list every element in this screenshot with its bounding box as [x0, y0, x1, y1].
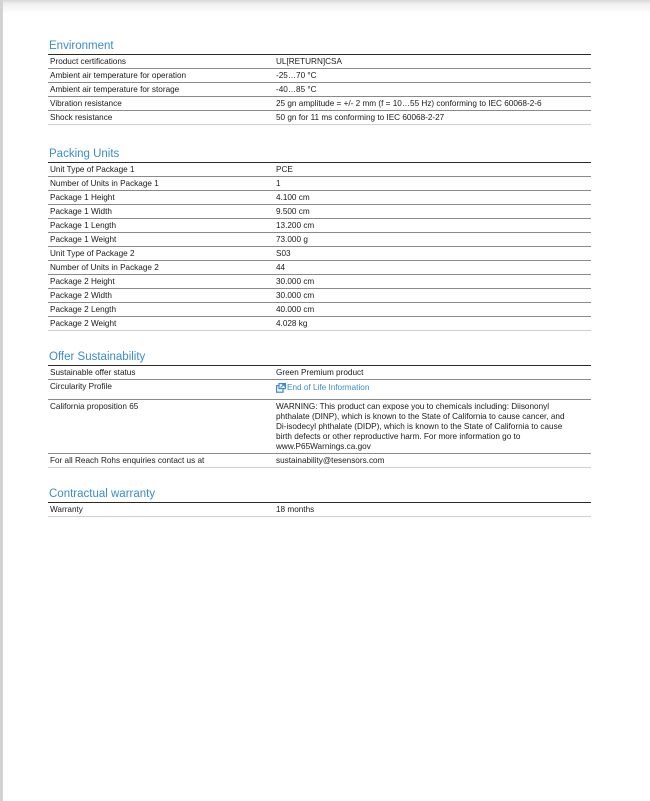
table-row [48, 97, 591, 111]
row-label: Package 2 Height [48, 275, 270, 289]
row-value: 18 months [270, 503, 591, 517]
spec-table [48, 162, 591, 331]
row-label: Unit Type of Package 1 [48, 163, 270, 177]
section-packing-units [48, 148, 591, 331]
table-row [48, 69, 591, 83]
table-row [48, 317, 591, 331]
row-label: Package 1 Length [48, 219, 270, 233]
table-row [48, 205, 591, 219]
row-value: 30.000 cm [270, 275, 591, 289]
row-label: Package 1 Height [48, 191, 270, 205]
table-row [48, 233, 591, 247]
table-row [48, 400, 591, 454]
section-title: Contractual warranty [49, 488, 156, 500]
row-label: Circularity Profile [48, 380, 270, 400]
row-value: PCE [270, 163, 591, 177]
row-label: Package 2 Length [48, 303, 270, 317]
row-label: Shock resistance [48, 111, 270, 125]
row-label: Number of Units in Package 2 [48, 261, 270, 275]
row-value: 40.000 cm [270, 303, 591, 317]
row-label: Warranty [48, 503, 270, 517]
row-label: Package 2 Weight [48, 317, 270, 331]
row-value: S03 [270, 247, 591, 261]
section-offer-sustainability [48, 351, 591, 468]
row-value: 1 [270, 177, 591, 191]
table-row [48, 83, 591, 97]
row-value [270, 380, 591, 400]
table-row [48, 289, 591, 303]
row-label: Number of Units in Package 1 [48, 177, 270, 191]
page-top-shadow [0, 0, 650, 14]
table-row [48, 111, 591, 125]
table-row [48, 503, 591, 517]
row-label: Vibration resistance [48, 97, 270, 111]
spec-table [48, 502, 591, 517]
page-left-edge [0, 0, 3, 801]
table-row [48, 247, 591, 261]
row-value: 25 gn amplitude = +/- 2 mm (f = 10…55 Hz) conforming to IEC 60068-2-6 [270, 97, 591, 111]
section-title: Offer Sustainability [49, 351, 146, 363]
row-value: -40…85 °C [270, 83, 591, 97]
table-row [48, 366, 591, 380]
row-label: Ambient air temperature for operation [48, 69, 270, 83]
table-row [48, 55, 591, 69]
table-row [48, 380, 591, 400]
row-label: Product certifications [48, 55, 270, 69]
table-row [48, 219, 591, 233]
row-value: 73.000 g [270, 233, 591, 247]
section-title: Environment [49, 40, 114, 52]
row-value: sustainability@tesensors.com [270, 454, 591, 468]
row-value: 44 [270, 261, 591, 275]
table-row [48, 261, 591, 275]
row-value: 9.500 cm [270, 205, 591, 219]
row-value: 13.200 cm [270, 219, 591, 233]
row-value: UL[RETURN]CSA [270, 55, 591, 69]
table-row [48, 191, 591, 205]
section-environment [48, 40, 591, 125]
table-row [48, 177, 591, 191]
external-link-icon [276, 383, 286, 393]
row-label: Ambient air temperature for storage [48, 83, 270, 97]
row-label: Sustainable offer status [48, 366, 270, 380]
row-value: -25…70 °C [270, 69, 591, 83]
table-row [48, 275, 591, 289]
table-row [48, 303, 591, 317]
table-row [48, 454, 591, 468]
row-value: Green Premium product [270, 366, 591, 380]
spec-table [48, 54, 591, 125]
end-of-life-link-label[interactable]: End of Life Information [287, 383, 370, 392]
section-contractual-warranty [48, 488, 591, 517]
row-value: 4.028 kg [270, 317, 591, 331]
row-label: Unit Type of Package 2 [48, 247, 270, 261]
row-value: 4.100 cm [270, 191, 591, 205]
row-label: Package 2 Width [48, 289, 270, 303]
row-label: Package 1 Width [48, 205, 270, 219]
row-label: California proposition 65 [48, 400, 270, 454]
row-value: WARNING: This product can expose you to chemicals including: Diisononyl phthalate (DINP), which is known to the State of California to cause cancer, and Di-isodecyl phthalate (DIDP), which is known to the State of California to cause birth defects or other reproductive harm. For more information go to www.P65Warnings.ca.gov [270, 400, 591, 454]
spec-table [48, 365, 591, 468]
spec-document [48, 40, 591, 517]
row-label: Package 1 Weight [48, 233, 270, 247]
row-value: 50 gn for 11 ms conforming to IEC 60068-2-27 [270, 111, 591, 125]
end-of-life-link[interactable] [276, 383, 369, 393]
section-title: Packing Units [49, 148, 120, 160]
table-row [48, 163, 591, 177]
row-value: 30.000 cm [270, 289, 591, 303]
row-label: For all Reach Rohs enquiries contact us at [48, 454, 270, 468]
